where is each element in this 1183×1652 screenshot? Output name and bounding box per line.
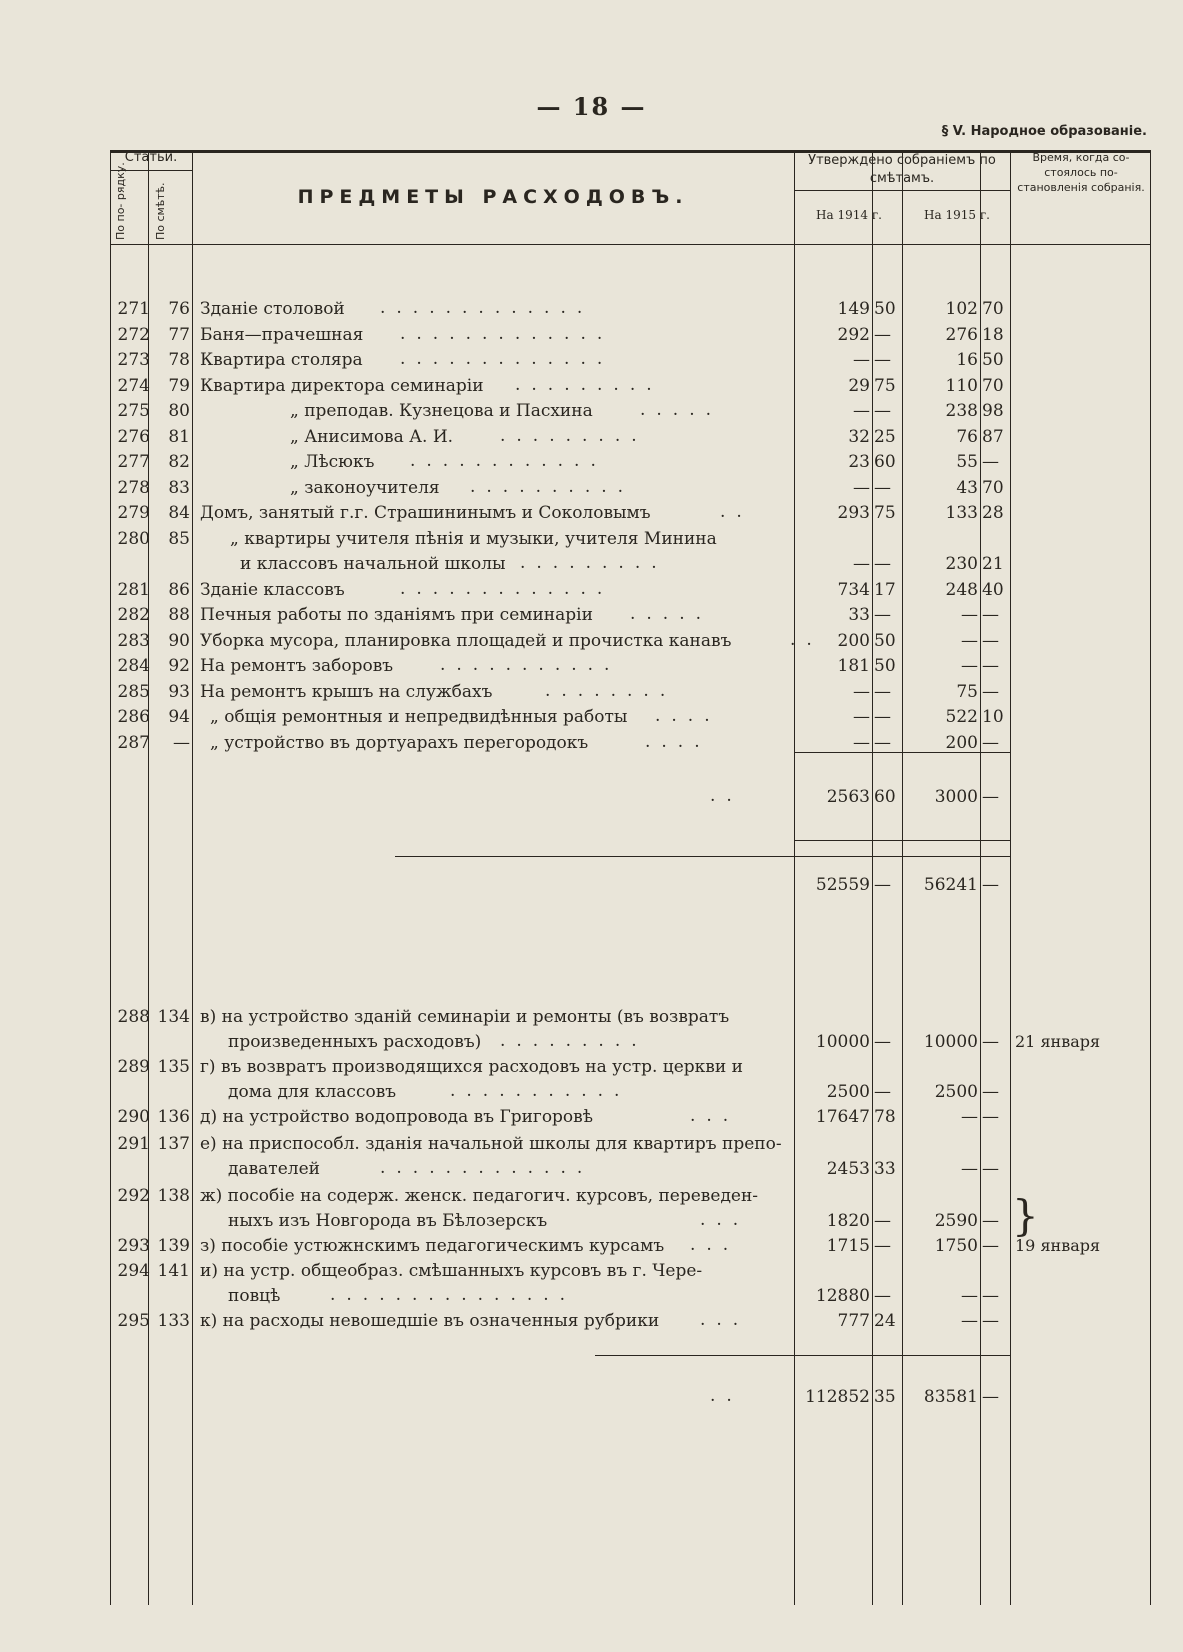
amount-1914-kop: — — [874, 1286, 891, 1306]
amount-1914-kop: — — [874, 324, 891, 345]
amount-1914-rub: 1715 — [826, 1236, 870, 1256]
dot-leader: .. — [720, 502, 753, 522]
amount-1915-kop: 18 — [982, 324, 1004, 345]
amount-1915-kop: — — [982, 605, 999, 625]
row-number: 277 — [117, 452, 150, 472]
estimate-number: 133 — [157, 1311, 190, 1331]
row-description: „ Лѣсюкъ — [290, 452, 375, 472]
amount-1915-rub: — — [961, 1286, 978, 1306]
row-description: дома для классовъ — [228, 1082, 397, 1102]
amount-1914-rub: — — [853, 350, 870, 370]
row-description: „ преподав. Кузнецова и Пасхина — [290, 401, 593, 421]
amount-1915-rub: 110 — [945, 375, 978, 396]
amount-1914-kop: — — [874, 1236, 891, 1256]
amount-1915-rub: — — [961, 1107, 978, 1127]
row-description: „ устройство въ дортуарахъ перегородокъ — [210, 732, 589, 753]
header-by-order: По по- рядку. — [114, 162, 127, 240]
dot-leader: .......... — [470, 477, 635, 497]
amount-1914-kop: — — [874, 681, 891, 702]
estimate-number: 137 — [157, 1134, 190, 1154]
row-number: 282 — [117, 605, 150, 625]
amount-1914-rub: 29 — [848, 375, 870, 396]
amount-1914-rub: 2500 — [826, 1082, 870, 1102]
row-description: „ законоучителя — [290, 477, 440, 498]
amount-1914-rub: — — [853, 477, 870, 498]
amount-1914-kop: — — [874, 707, 891, 727]
table-row — [0, 1183, 1183, 1209]
estimate-number: 93 — [168, 681, 190, 702]
dot-leader: ... — [690, 1106, 740, 1126]
header-items: ПРЕДМЕТЫ РАСХОДОВЪ. — [297, 186, 689, 208]
header-articles: Статьи. — [124, 150, 178, 165]
amount-1915-kop: — — [982, 1211, 999, 1231]
row-number: 281 — [117, 579, 150, 600]
amount-1915-kop: — — [982, 681, 999, 702]
row-description: Квартира директора семинаріи — [200, 375, 484, 396]
header-bottom-rule — [110, 244, 1150, 245]
amount-1915-rub: — — [961, 1159, 978, 1179]
table-row — [0, 1233, 1183, 1259]
amount-1915-rub: 133 — [945, 503, 978, 523]
estimate-number: 79 — [168, 375, 190, 396]
amount-1914-rub: 12880 — [815, 1286, 870, 1306]
amount-1914-rub: 2563 — [826, 787, 870, 807]
amount-1915-rub: — — [961, 656, 978, 676]
row-number: 271 — [117, 299, 150, 319]
amount-1914-rub: 734 — [837, 579, 870, 600]
dot-leader: ..... — [640, 400, 723, 420]
row-description: Уборка мусора, планировка площадей и прочистка канавъ — [200, 630, 732, 651]
table-row — [0, 1308, 1183, 1334]
row-number: 288 — [117, 1007, 150, 1027]
amount-1914-rub: — — [853, 732, 870, 753]
amount-1915-rub: 2500 — [934, 1082, 978, 1102]
all-total-row — [0, 872, 1183, 898]
amount-1915-kop: — — [982, 787, 999, 807]
amount-1914-rub: 292 — [837, 324, 870, 345]
amount-1914-kop: 75 — [874, 503, 896, 523]
estimate-number: 88 — [168, 605, 190, 625]
grand-total-row — [0, 1384, 1183, 1410]
amount-1914-rub: 1820 — [826, 1211, 870, 1231]
estimate-number: 80 — [168, 401, 190, 421]
row-description: „ Анисимова А. И. — [290, 426, 454, 447]
amount-1914-kop: 60 — [874, 787, 896, 807]
amount-1915-rub: — — [961, 605, 978, 625]
table-row — [0, 1004, 1183, 1030]
row-number: 279 — [117, 503, 150, 523]
amount-1915-kop: — — [982, 1311, 999, 1331]
amount-1914-kop: 78 — [874, 1107, 896, 1127]
row-number: 295 — [117, 1311, 150, 1331]
amount-1915-rub: 200 — [945, 732, 978, 753]
amount-1915-kop: — — [982, 630, 999, 651]
amount-1915-rub: 75 — [956, 681, 978, 702]
estimate-number: 78 — [168, 350, 190, 370]
amount-1915-kop: — — [982, 656, 999, 676]
estimate-number: 81 — [168, 426, 190, 447]
dot-leader: ... — [690, 1235, 740, 1255]
dot-leader: .... — [655, 706, 721, 726]
rule — [595, 1355, 1010, 1356]
amount-1915-rub: 16 — [956, 350, 978, 370]
estimate-number: 139 — [157, 1236, 190, 1256]
row-number: 275 — [117, 401, 150, 421]
row-number: 280 — [117, 528, 150, 549]
amount-1914-kop: 35 — [874, 1387, 896, 1407]
amount-1914-kop: 25 — [874, 426, 896, 447]
row-number: 293 — [117, 1236, 150, 1256]
group-brace: } — [1012, 1191, 1039, 1240]
amount-1914-kop: — — [874, 1211, 891, 1231]
estimate-number: 141 — [157, 1261, 190, 1281]
row-number: 284 — [117, 656, 150, 676]
row-number: 278 — [117, 477, 150, 498]
amount-1915-rub: 56241 — [923, 875, 978, 895]
amount-1915-rub: 276 — [945, 324, 978, 345]
amount-1915-kop: 70 — [982, 477, 1004, 498]
row-number: 285 — [117, 681, 150, 702]
amount-1915-rub: 2590 — [934, 1211, 978, 1231]
amount-1914-rub: 52559 — [815, 875, 870, 895]
row-description: давателей — [228, 1159, 320, 1179]
amount-1914-rub: 32 — [848, 426, 870, 447]
row-number: 273 — [117, 350, 150, 370]
table-row — [0, 602, 1183, 628]
estimate-number: 77 — [168, 324, 190, 345]
dot-leader: ..... — [630, 604, 713, 624]
amount-1914-kop: 33 — [874, 1159, 896, 1179]
row-number: 283 — [117, 630, 150, 651]
section-title: § V. Народное образованіе. — [941, 124, 1147, 139]
row-number: 272 — [117, 324, 150, 345]
dot-leader: ............. — [400, 579, 614, 599]
amount-1915-rub: 3000 — [934, 787, 978, 807]
row-description: Печныя работы по зданіямъ при семинаріи — [200, 605, 593, 625]
dot-leader: ......... — [500, 426, 648, 446]
amount-1915-rub: 248 — [945, 579, 978, 600]
amount-1914-rub: 777 — [837, 1311, 870, 1331]
rule — [395, 856, 1010, 857]
row-description: з) пособіе устюжнскимъ педагогическимъ курсамъ — [200, 1236, 665, 1256]
row-description: произведенныхъ расходовъ) — [228, 1032, 482, 1052]
header-approved: Утверждено собраніемъ по смѣтамъ. — [808, 153, 996, 186]
table-row — [0, 1131, 1183, 1157]
table-row — [0, 398, 1183, 424]
amount-1915-kop: 70 — [982, 299, 1004, 319]
amount-1915-kop: 50 — [982, 350, 1004, 370]
header-1914: На 1914 г. — [816, 208, 882, 222]
estimate-number: 138 — [157, 1186, 190, 1206]
amount-1915-kop: — — [982, 452, 999, 472]
table-row — [0, 1283, 1183, 1309]
row-number: 290 — [117, 1107, 150, 1127]
dot-leader: ............ — [410, 451, 607, 471]
dot-leader: ......... — [500, 1031, 648, 1051]
amount-1915-kop: — — [982, 1082, 999, 1102]
rule — [794, 840, 1010, 841]
total-row — [0, 784, 1183, 810]
amount-1915-rub: 55 — [956, 452, 978, 472]
estimate-number: 86 — [168, 579, 190, 600]
amount-1915-kop: 40 — [982, 579, 1004, 600]
row-description: к) на расходы невошедшіе въ означенныя рубрики — [200, 1311, 660, 1331]
row-number: 286 — [117, 707, 150, 727]
row-description: ж) пособіе на содерж. женск. педагогич. курсовъ, переведен- — [200, 1186, 759, 1206]
amount-1914-kop: 17 — [874, 579, 896, 600]
dot-leader: ........... — [450, 1081, 631, 1101]
estimate-number: 92 — [168, 656, 190, 676]
table-row — [0, 730, 1183, 756]
amount-1915-rub: 10000 — [923, 1032, 978, 1052]
amount-1914-kop: 24 — [874, 1311, 896, 1331]
row-description: Зданіе классовъ — [200, 579, 345, 600]
estimate-number: 85 — [168, 528, 190, 549]
row-description: и) на устр. общеобраз. смѣшанныхъ курсовъ въ г. Чере- — [200, 1261, 703, 1281]
estimate-number: 134 — [157, 1007, 190, 1027]
row-description: в) на устройство зданій семинаріи и ремонты (въ возвратъ — [200, 1007, 730, 1027]
amount-1914-rub: 149 — [837, 299, 870, 319]
amount-1914-kop: — — [874, 605, 891, 625]
estimate-number: 76 — [168, 299, 190, 319]
amount-1915-kop: — — [982, 1107, 999, 1127]
dot-leader: ......... — [515, 375, 663, 395]
amount-1915-kop: — — [982, 1387, 999, 1407]
amount-1914-kop: 50 — [874, 656, 896, 676]
amount-1915-kop: — — [982, 1236, 999, 1256]
table-row — [0, 704, 1183, 730]
dot-leader: .. — [790, 630, 823, 650]
row-number: 292 — [117, 1186, 150, 1206]
amount-1915-rub: 83581 — [923, 1387, 978, 1407]
row-number: 276 — [117, 426, 150, 447]
dot-leader: ........... — [440, 655, 621, 675]
estimate-number: 135 — [157, 1057, 190, 1077]
dot-leader: ... — [700, 1310, 750, 1330]
amount-1914-rub: — — [853, 681, 870, 702]
amount-1914-kop: — — [874, 554, 891, 574]
amount-1915-rub: 1750 — [934, 1236, 978, 1256]
row-description: „ общія ремонтныя и непредвидѣнныя работы — [210, 707, 628, 727]
dot-leader: ............. — [380, 1158, 594, 1178]
amount-1915-kop: 70 — [982, 375, 1004, 396]
amount-1914-rub: 2453 — [826, 1159, 870, 1179]
estimate-number: 136 — [157, 1107, 190, 1127]
amount-1914-kop: 50 — [874, 630, 896, 651]
amount-1914-kop: 50 — [874, 299, 896, 319]
header-1915: На 1915 г. — [924, 208, 990, 222]
row-number: 294 — [117, 1261, 150, 1281]
row-description: д) на устройство водопровода въ Григоровѣ — [200, 1107, 593, 1127]
amount-1914-kop: 75 — [874, 375, 896, 396]
row-description: ныхъ изъ Новгорода въ Бѣлозерскъ — [228, 1211, 548, 1231]
header-by-estimate: По смѣтѣ. — [154, 182, 167, 240]
header-time: Время, когда со- стоялось по- становленія собранія. — [1017, 151, 1145, 194]
table-row — [0, 628, 1183, 654]
amount-1915-rub: 522 — [945, 707, 978, 727]
row-description: е) на приспособл. зданія начальной школы для квартиръ препо- — [200, 1134, 782, 1154]
table-row — [0, 1258, 1183, 1284]
amount-1915-kop: — — [982, 875, 999, 895]
row-description: г) въ возвратъ производящихся расходовъ на устр. церкви и — [200, 1057, 743, 1077]
resolution-date: 21 января — [1015, 1032, 1101, 1051]
amount-1915-rub: 230 — [945, 554, 978, 574]
amount-1915-kop: — — [982, 1159, 999, 1179]
amount-1914-rub: 293 — [837, 503, 870, 523]
amount-1915-rub: 76 — [956, 426, 978, 447]
dot-leader: .. — [710, 1386, 743, 1406]
row-description: повцѣ — [228, 1286, 281, 1306]
row-description: Квартира столяра — [200, 350, 363, 370]
amount-1915-rub: 102 — [945, 299, 978, 319]
row-description: Баня—прачешная — [200, 324, 364, 345]
row-number: 291 — [117, 1134, 150, 1154]
amount-1915-rub: 238 — [945, 401, 978, 421]
dot-leader: ......... — [520, 553, 668, 573]
amount-1915-kop: 10 — [982, 707, 1004, 727]
amount-1915-kop: — — [982, 1286, 999, 1306]
row-description: Домъ, занятый г.г. Страшининымъ и Соколовымъ — [200, 503, 651, 523]
amount-1915-rub: — — [961, 630, 978, 651]
amount-1914-kop: — — [874, 1032, 891, 1052]
row-number: 289 — [117, 1057, 150, 1077]
dot-leader: ............. — [400, 349, 614, 369]
amount-1915-kop: 98 — [982, 401, 1004, 421]
amount-1914-rub: — — [853, 554, 870, 574]
amount-1914-rub: 200 — [837, 630, 870, 651]
dot-leader: ........ — [545, 681, 677, 701]
row-description: Зданіе столовой — [200, 299, 345, 319]
table-row — [0, 500, 1183, 526]
row-description: и классовъ начальной школы — [240, 554, 506, 574]
estimate-number: 94 — [168, 707, 190, 727]
amount-1914-rub: 17647 — [815, 1107, 870, 1127]
amount-1915-kop: — — [982, 1032, 999, 1052]
dot-leader: .... — [645, 732, 711, 752]
estimate-number: 82 — [168, 452, 190, 472]
amount-1915-rub: — — [961, 1311, 978, 1331]
row-description: На ремонтъ крышъ на службахъ — [200, 681, 493, 702]
estimate-number: 90 — [168, 630, 190, 651]
dot-leader: ............. — [400, 324, 614, 344]
table-row — [0, 1054, 1183, 1080]
amount-1914-kop: — — [874, 1082, 891, 1102]
amount-1915-kop: — — [982, 732, 999, 753]
amount-1914-rub: 181 — [837, 656, 870, 676]
estimate-number: 83 — [168, 477, 190, 498]
amount-1914-rub: 33 — [848, 605, 870, 625]
row-number: 274 — [117, 375, 150, 396]
amount-1914-rub: 23 — [848, 452, 870, 472]
amount-1914-kop: — — [874, 401, 891, 421]
row-description: „ квартиры учителя пѣнія и музыки, учителя Минина — [230, 528, 717, 549]
amount-1914-kop: — — [874, 732, 891, 753]
amount-1914-rub: 112852 — [805, 1387, 870, 1407]
row-description: На ремонтъ заборовъ — [200, 656, 394, 676]
amount-1914-rub: — — [853, 401, 870, 421]
table-row — [0, 526, 1183, 552]
amount-1914-rub: 10000 — [815, 1032, 870, 1052]
dot-leader: ............... — [330, 1285, 577, 1305]
dot-leader: ... — [700, 1210, 750, 1230]
dot-leader: .. — [710, 786, 743, 806]
amount-1915-kop: 28 — [982, 503, 1004, 523]
amount-1914-rub: — — [853, 707, 870, 727]
amount-1914-kop: — — [874, 875, 891, 895]
resolution-date: 19 января — [1015, 1236, 1101, 1255]
dot-leader: ............. — [380, 298, 594, 318]
estimate-number: — — [173, 732, 190, 753]
amount-1914-kop: — — [874, 477, 891, 498]
estimate-number: 84 — [168, 503, 190, 523]
rule — [794, 190, 1010, 191]
table-row — [0, 1208, 1183, 1234]
amount-1914-kop: — — [874, 350, 891, 370]
row-number: 287 — [117, 732, 150, 753]
amount-1915-kop: 21 — [982, 554, 1004, 574]
amount-1914-kop: 60 — [874, 452, 896, 472]
amount-1915-rub: 43 — [956, 477, 978, 498]
table-row — [0, 1104, 1183, 1130]
page-number: — 18 — — [536, 92, 647, 121]
amount-1915-kop: 87 — [982, 426, 1004, 447]
